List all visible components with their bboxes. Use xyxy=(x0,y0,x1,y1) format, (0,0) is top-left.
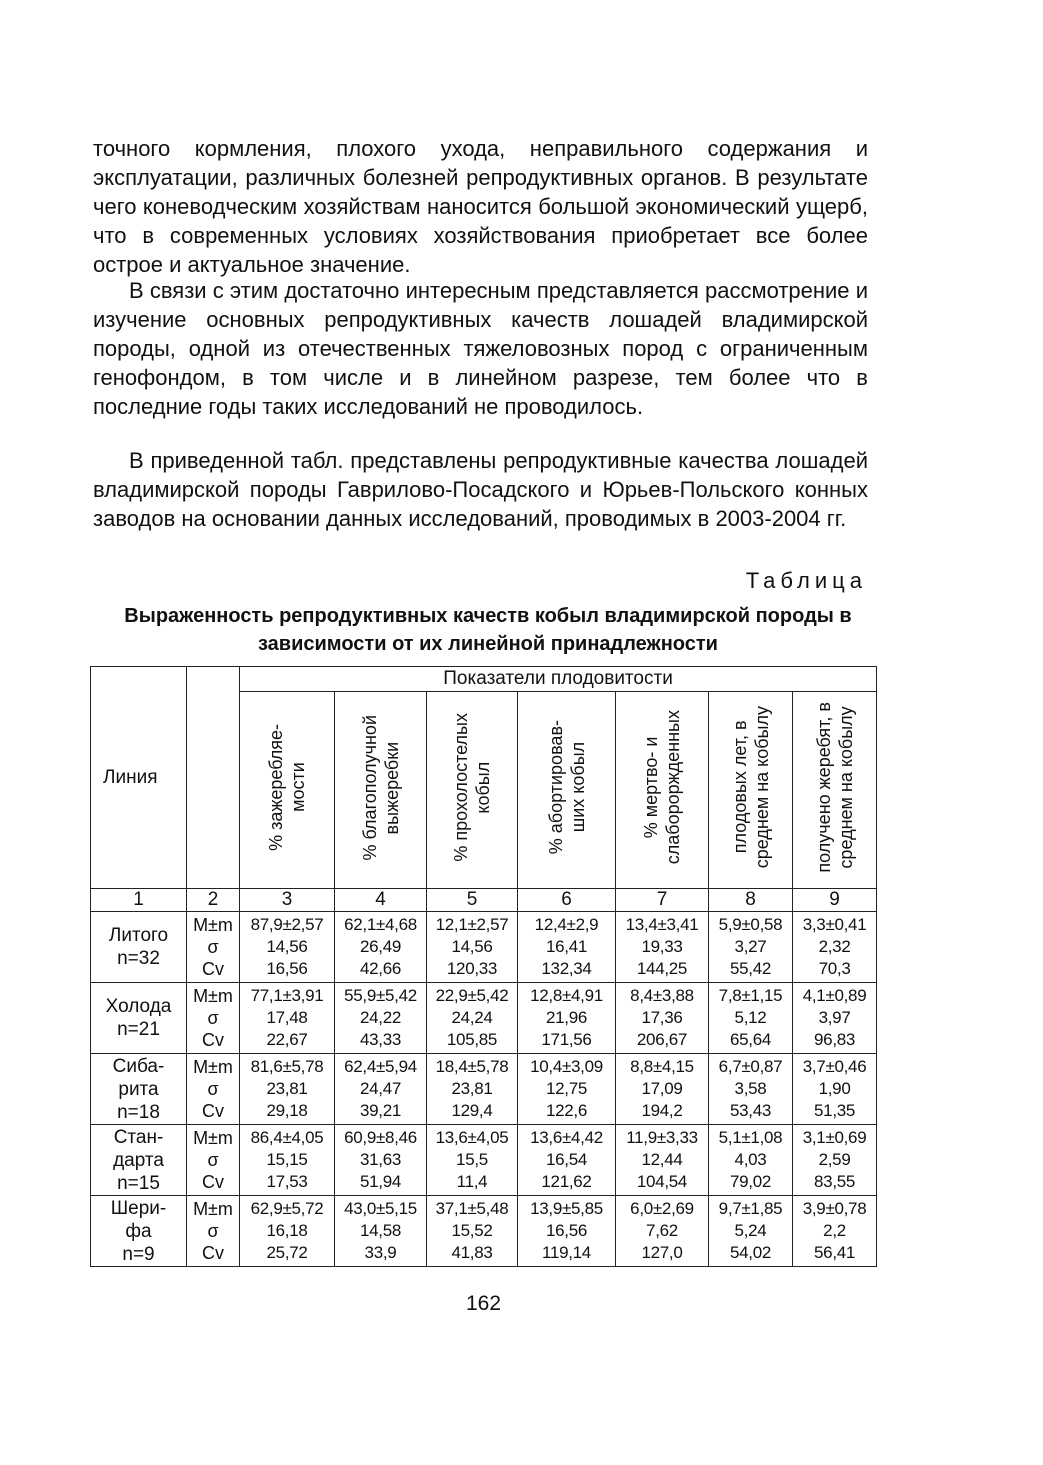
value-cell: 3,1±0,69 2,59 83,55 xyxy=(793,1125,877,1196)
value-cell: 6,7±0,87 3,58 53,43 xyxy=(709,1054,793,1125)
column-number: 4 xyxy=(335,889,427,912)
value-cell: 37,1±5,48 15,52 41,83 xyxy=(427,1196,518,1267)
paragraph-2 xyxy=(93,276,868,421)
group-header: Показатели плодовитости xyxy=(240,667,877,692)
column-header: % абортировав- ших кобыл xyxy=(518,692,616,889)
column-header: % благополучной выжеребки xyxy=(335,692,427,889)
value-cell: 43,0±5,15 14,58 33,9 xyxy=(335,1196,427,1267)
value-cell: 7,8±1,15 5,12 65,64 xyxy=(709,983,793,1054)
value-cell: 12,8±4,91 21,96 171,56 xyxy=(518,983,616,1054)
stat-labels: M±m σ Cv xyxy=(187,983,240,1054)
column-number: 3 xyxy=(240,889,335,912)
stat-labels: M±m σ Cv xyxy=(187,1054,240,1125)
value-cell: 13,4±3,41 19,33 144,25 xyxy=(616,912,709,983)
line-name: Сиба- рита n=18 xyxy=(91,1054,187,1125)
value-cell: 77,1±3,91 17,48 22,67 xyxy=(240,983,335,1054)
value-cell: 13,6±4,05 15,5 11,4 xyxy=(427,1125,518,1196)
value-cell: 10,4±3,09 12,75 122,6 xyxy=(518,1054,616,1125)
column-number: 5 xyxy=(427,889,518,912)
fertility-table xyxy=(90,666,877,1267)
stat-labels: M±m σ Cv xyxy=(187,912,240,983)
page-number: 162 xyxy=(466,1292,502,1315)
value-cell: 81,6±5,78 23,81 29,18 xyxy=(240,1054,335,1125)
column-header: получено жеребят, в среднем на кобылу xyxy=(793,692,877,889)
table-row xyxy=(91,983,877,1054)
table-row xyxy=(91,1196,877,1267)
column-number: 6 xyxy=(518,889,616,912)
value-cell: 11,9±3,33 12,44 104,54 xyxy=(616,1125,709,1196)
stat-header-empty xyxy=(187,667,240,889)
value-cell: 6,0±2,69 7,62 127,0 xyxy=(616,1196,709,1267)
column-header: плодовых лет, в среднем на кобылу xyxy=(709,692,793,889)
table-caption: Выраженность репродуктивных качеств кобыл владимирской породы в зависимости от их линейной принадлежности xyxy=(124,605,852,655)
paragraph-2-text: В связи с этим достаточно интересным представляется рассмотрение и изучение основных репродуктивных качеств лошадей владимирской породы, одной из отечественных тяжеловозных пород с ограниченным генофондом, в том числе и в линейном разрезе, тем более что в последние годы таких исследований не проводилось. xyxy=(93,278,868,419)
column-number: 8 xyxy=(709,889,793,912)
line-name: Литого n=32 xyxy=(91,912,187,983)
column-header: % прохолостелых кобыл xyxy=(427,692,518,889)
table-row xyxy=(91,1054,877,1125)
column-header: % зажеребляе- мости xyxy=(240,692,335,889)
value-cell: 4,1±0,89 3,97 96,83 xyxy=(793,983,877,1054)
value-cell: 5,1±1,08 4,03 79,02 xyxy=(709,1125,793,1196)
stat-labels: M±m σ Cv xyxy=(187,1125,240,1196)
stat-labels: M±m σ Cv xyxy=(187,1196,240,1267)
column-number: 1 xyxy=(91,889,187,912)
paragraph-1-text: точного кормления, плохого ухода, неправильного содержания и эксплуатации, различных болезней репродуктивных органов. В результате чего коневодческим хозяйствам наносится большой экономический ущерб, что в современных условиях хозяйствования приобретает все более острое и актуальное значение. xyxy=(93,136,868,277)
value-cell: 13,6±4,42 16,54 121,62 xyxy=(518,1125,616,1196)
value-cell: 60,9±8,46 31,63 51,94 xyxy=(335,1125,427,1196)
line-name: Холода n=21 xyxy=(91,983,187,1054)
value-cell: 3,3±0,41 2,32 70,3 xyxy=(793,912,877,983)
value-cell: 86,4±4,05 15,15 17,53 xyxy=(240,1125,335,1196)
value-cell: 22,9±5,42 24,24 105,85 xyxy=(427,983,518,1054)
paragraph-3-text: В приведенной табл. представлены репродуктивные качества лошадей владимирской породы Гаврилово-Посадского и Юрьев-Польского конных заводов на основании данных исследований, проводимых в 2003-2004 гг. xyxy=(93,448,868,531)
value-cell: 13,9±5,85 16,56 119,14 xyxy=(518,1196,616,1267)
table-label: Таблица xyxy=(745,568,867,593)
value-cell: 3,9±0,78 2,2 56,41 xyxy=(793,1196,877,1267)
table-row xyxy=(91,912,877,983)
value-cell: 55,9±5,42 24,22 43,33 xyxy=(335,983,427,1054)
value-cell: 12,4±2,9 16,41 132,34 xyxy=(518,912,616,983)
value-cell: 87,9±2,57 14,56 16,56 xyxy=(240,912,335,983)
value-cell: 62,1±4,68 26,49 42,66 xyxy=(335,912,427,983)
column-header: % мертво- и слабороржденных xyxy=(616,692,709,889)
value-cell: 8,8±4,15 17,09 194,2 xyxy=(616,1054,709,1125)
line-header: Линия xyxy=(91,667,187,889)
line-name: Стан- дарта n=15 xyxy=(91,1125,187,1196)
value-cell: 18,4±5,78 23,81 129,4 xyxy=(427,1054,518,1125)
value-cell: 3,7±0,46 1,90 51,35 xyxy=(793,1054,877,1125)
table-row xyxy=(91,1125,877,1196)
paragraph-3 xyxy=(93,446,868,533)
value-cell: 12,1±2,57 14,56 120,33 xyxy=(427,912,518,983)
line-name: Шери- фа n=9 xyxy=(91,1196,187,1267)
value-cell: 8,4±3,88 17,36 206,67 xyxy=(616,983,709,1054)
column-number-row xyxy=(91,889,877,912)
paragraph-1 xyxy=(93,134,868,279)
column-number: 9 xyxy=(793,889,877,912)
column-number: 2 xyxy=(187,889,240,912)
value-cell: 62,9±5,72 16,18 25,72 xyxy=(240,1196,335,1267)
value-cell: 62,4±5,94 24,47 39,21 xyxy=(335,1054,427,1125)
value-cell: 9,7±1,85 5,24 54,02 xyxy=(709,1196,793,1267)
value-cell: 5,9±0,58 3,27 55,42 xyxy=(709,912,793,983)
column-number: 7 xyxy=(616,889,709,912)
